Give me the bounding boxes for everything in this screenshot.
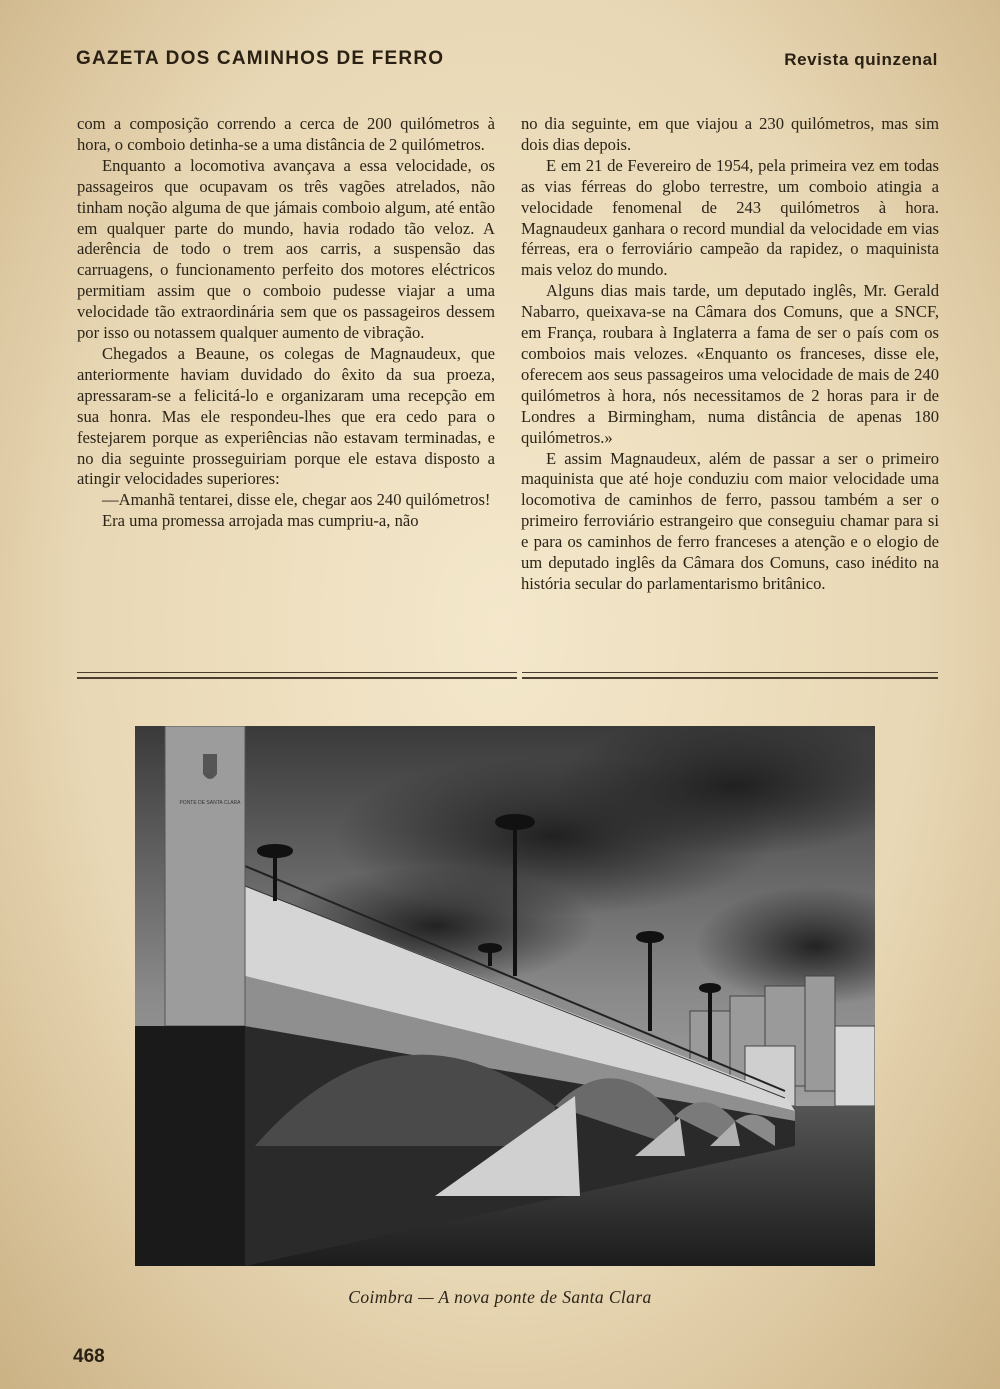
section-divider-right — [522, 672, 938, 680]
paragraph: —Amanhã tentarei, disse ele, chegar aos 240 quilómetros! — [102, 490, 491, 510]
bridge-illustration — [135, 726, 875, 1266]
coat-of-arms-icon — [203, 754, 217, 779]
text-column-left — [77, 114, 495, 532]
paragraph: Era uma promessa arrojada mas cumpriu-a, não — [102, 511, 419, 531]
paragraph: Alguns dias mais tarde, um deputado inglês, Mr. Gerald Nabarro, queixava-se na Câmara dos Comuns, que a SNCF, em França, roubara à Inglaterra a fama de ser o país com os comboios mais velozes. «Enquanto os franceses, disse ele, oferecem aos seus passageiros uma velocidade de mais de 240 quilómetros à hora, nós necessitamos de 2 horas para ir de Londres a Birmingham, numa distância de apenas 180 quilómetros.» — [521, 281, 939, 447]
page-header — [76, 48, 938, 78]
publication-title: GAZETA DOS CAMINHOS DE FERRO — [76, 48, 445, 69]
bridge-photograph — [135, 726, 875, 1266]
paragraph: Enquanto a locomotiva avançava a essa velocidade, os passageiros que ocupavam os três vagões atrelados, não tinham noção alguma de que jámais comboio algum, até então em qualquer parte do mundo, havia rodado tão veloz. A aderência de todo o trem aos carris, a suspensão das carruagens, o funcionamento perfeito dos motores eléctricos permitiam assim que o comboio pudesse viajar a uma velocidade tão extraordinária sem que os passageiros dessem por isso ou notassem qualquer aumento de vibração. — [77, 155, 495, 343]
paragraph: no dia seguinte, em que viajou a 230 quilómetros, mas sim dois dias depois. — [521, 114, 939, 154]
figure-caption: Coimbra — A nova ponte de Santa Clara — [348, 1287, 652, 1307]
plaque-text: PONTE DE SANTA CLARA — [179, 800, 241, 806]
publication-subtitle: Revista quinzenal — [784, 50, 938, 69]
paragraph: E em 21 de Fevereiro de 1954, pela primeira vez em todas as vias férreas do globo terrestre, um comboio atingia a velocidade fenomenal de 243 quilómetros à hora. Magnaudeux ganhara o record mundial da velocidade em vias férreas, era o ferroviário campeão da rapidez, o maquinista mais veloz do mundo. — [521, 155, 939, 280]
paragraph: E assim Magnaudeux, além de passar a ser o primeiro maquinista que até hoje conduziu com maior velocidade uma locomotiva de caminhos de ferro, passou também a ser o primeiro ferroviário estrangeiro que conseguiu chamar para si e para os caminhos de ferro franceses a atenção e o elogio de um deputado inglês da Câmara dos Comuns, caso inédito na história secular do parlamentarismo britânico. — [521, 448, 939, 593]
text-column-right — [521, 114, 939, 595]
paragraph: Chegados a Beaune, os colegas de Magnaudeux, que anteriormente haviam duvidado do êxito da sua proeza, apressaram-se a felicitá-lo e organizaram uma recepção em sua honra. Mas ele respondeu-lhes que era cedo para o festejarem porque as experiências não estavam terminadas, e no dia seguinte prosseguiriam porque ele estava disposto a atingir velocidades superiores: — [77, 343, 495, 489]
section-divider-left — [77, 672, 517, 680]
page-number: 468 — [73, 1346, 105, 1367]
paragraph: com a composição correndo a cerca de 200 quilómetros à hora, o comboio detinha-se a uma distância de 2 quilómetros. — [77, 114, 495, 154]
